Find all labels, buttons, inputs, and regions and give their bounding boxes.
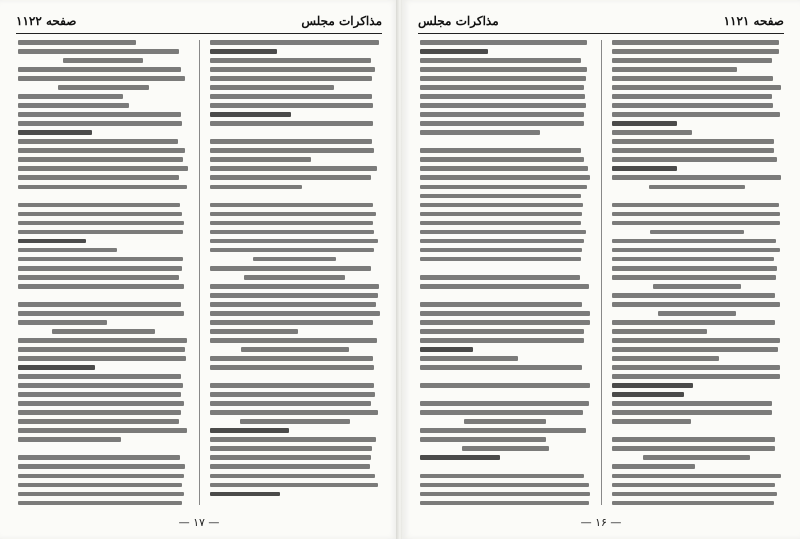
text-line [18,320,107,325]
text-line [612,67,737,72]
text-line [210,401,371,406]
text-line [210,58,372,63]
right-page-header [418,10,784,32]
text-line [649,185,745,190]
text-line [612,157,778,162]
text-line [18,148,185,153]
text-line [420,347,473,352]
text-line [18,203,180,208]
text-line [210,94,372,99]
text-line [210,302,376,307]
text-line [210,492,280,497]
text-line [420,139,591,144]
text-line [52,329,155,334]
text-line [18,410,181,415]
text-line [420,464,591,469]
text-line [612,446,775,451]
text-line [612,428,783,433]
text-line [210,49,278,54]
text-line [210,266,371,271]
text-line [18,40,136,45]
text-line [210,221,373,226]
text-line [420,185,587,190]
text-line [420,230,586,235]
right-page-col-left [420,40,591,505]
text-line [420,49,488,54]
text-line [420,212,582,217]
text-line [420,474,584,479]
text-line [18,446,189,451]
text-line [612,347,779,352]
text-line [18,401,184,406]
text-line [420,311,590,316]
text-line [210,148,375,153]
text-line [420,338,584,343]
left-page-header [16,10,382,32]
text-line [18,365,95,370]
text-line [210,483,378,488]
text-line [612,94,773,99]
text-line [18,185,187,190]
text-line [244,275,345,280]
text-line [18,374,181,379]
text-line [612,148,774,153]
text-line [420,455,500,460]
text-line [420,148,581,153]
text-line [210,284,380,289]
left-page-number-label: صفحه ۱۱۲۲ [16,14,77,28]
right-col-divider [601,40,602,505]
text-line [210,428,289,433]
text-line [210,374,381,379]
text-line [612,130,692,135]
text-line [612,293,776,298]
text-line [58,85,149,90]
text-line [653,284,741,289]
text-line [420,320,590,325]
left-page-footer: — ۱۷ — [178,516,220,529]
text-line [18,311,184,316]
text-line [612,483,775,488]
text-line [612,175,782,180]
text-line [18,67,181,72]
text-line [464,419,546,424]
text-line [210,365,374,370]
text-line [612,329,708,334]
text-line [420,356,518,361]
text-line [18,175,179,180]
text-line [210,157,311,162]
text-line [210,166,378,171]
text-line [241,347,349,352]
text-line [420,437,546,442]
text-line [18,474,184,479]
text-line [210,474,375,479]
left-header-rule [16,33,382,34]
text-line [612,221,781,226]
text-line [210,455,371,460]
text-line [420,266,591,271]
text-line [18,49,179,54]
text-line [462,446,549,451]
text-line [612,40,780,45]
text-line [420,94,585,99]
text-line [612,474,781,479]
text-line [420,410,583,415]
text-line [18,293,189,298]
text-line [612,166,677,171]
text-line [612,139,774,144]
text-line [18,239,86,244]
text-line [612,194,783,199]
text-line [18,347,185,352]
text-line [18,275,179,280]
text-line [612,58,773,63]
text-line [18,455,180,460]
right-header-rule [418,33,784,34]
text-line [210,185,302,190]
text-line [18,483,182,488]
text-line [210,40,380,45]
text-line [612,492,777,497]
text-line [612,239,776,244]
text-line [612,392,685,397]
text-line [210,121,373,126]
text-line [18,338,187,343]
text-line [210,85,334,90]
text-line [612,257,775,262]
text-line [253,257,336,262]
text-line [650,230,744,235]
text-line [420,40,587,45]
text-line [420,374,591,379]
text-line [612,112,781,117]
text-line [420,275,580,280]
text-line [18,266,182,271]
text-line [420,203,583,208]
text-line [420,401,589,406]
text-line [210,464,371,469]
text-line [18,257,183,262]
text-line [18,212,182,217]
text-line [210,203,374,208]
right-page [402,0,800,539]
text-line [210,175,371,180]
text-line [18,356,186,361]
right-page-col-right [612,40,783,505]
text-line [210,329,299,334]
text-line [420,248,582,253]
text-line [420,392,591,397]
text-line [210,230,375,235]
text-line [612,383,694,388]
text-line [612,320,775,325]
left-page-col-left [18,40,189,505]
left-col-divider [199,40,200,505]
text-line [420,194,581,199]
text-line [612,374,780,379]
text-line [658,311,736,316]
right-page-number-label: صفحه ۱۱۲۱ [723,14,784,28]
text-line [612,248,781,253]
text-line [612,76,773,81]
text-line [18,103,129,108]
text-line [210,501,381,506]
text-line [18,94,123,99]
text-line [420,302,582,307]
text-line [612,203,780,208]
text-line [420,67,587,72]
text-line [18,464,185,469]
text-line [210,410,379,415]
left-page-col-right [210,40,381,505]
text-line [612,464,695,469]
text-line [612,419,692,424]
text-line [612,121,678,126]
left-page-title: مذاکرات مجلس [301,14,382,28]
text-line [210,76,373,81]
text-line [420,157,584,162]
text-line [210,248,374,253]
text-line [612,437,776,442]
text-line [612,501,775,506]
left-page [0,0,398,539]
text-line [420,483,589,488]
text-line [210,212,376,217]
text-line [612,338,780,343]
text-line [612,401,773,406]
right-page-title: مذاکرات مجلس [418,14,499,28]
text-line [18,76,185,81]
text-line [18,383,183,388]
text-line [612,275,776,280]
text-line [210,103,373,108]
text-line [18,437,121,442]
text-line [420,257,581,262]
text-line [420,130,540,135]
text-line [612,212,780,217]
text-line [420,501,589,506]
text-line [18,392,181,397]
text-line [420,428,586,433]
text-line [210,311,380,316]
text-line [18,139,178,144]
text-line [210,194,381,199]
text-line [210,383,374,388]
text-line [420,383,590,388]
left-page-columns [18,40,380,505]
text-line [18,419,179,424]
text-line [210,392,376,397]
text-line [210,139,372,144]
text-line [612,302,781,307]
text-line [210,130,381,135]
text-line [612,365,781,370]
text-line [420,58,581,63]
text-line [420,293,591,298]
text-line [420,85,584,90]
text-line [420,76,586,81]
text-line [420,492,590,497]
text-line [420,329,584,334]
text-line [420,284,589,289]
text-line [210,320,373,325]
text-line [18,112,181,117]
text-line [210,67,375,72]
text-line [420,121,584,126]
text-line [18,166,188,171]
text-line [18,121,182,126]
text-line [420,221,581,226]
text-line [210,239,378,244]
text-line [612,103,774,108]
text-line [612,356,719,361]
text-line [18,221,184,226]
text-line [420,239,584,244]
text-line [18,230,183,235]
text-line [612,49,780,54]
text-line [210,437,377,442]
text-line [18,157,183,162]
text-line [420,166,588,171]
text-line [210,356,373,361]
text-line [18,428,187,433]
text-line [18,302,181,307]
text-line [18,501,182,506]
text-line [420,365,582,370]
text-line [18,248,117,253]
text-line [210,112,292,117]
text-line [210,446,372,451]
text-line [18,130,92,135]
text-line [612,85,781,90]
text-line [63,58,143,63]
right-page-footer: — ۱۶ — [580,516,622,529]
right-page-columns [420,40,782,505]
text-line [210,293,379,298]
text-line [240,419,350,424]
text-line [18,284,184,289]
text-line [420,175,590,180]
text-line [612,266,777,271]
text-line [612,410,772,415]
text-line [420,112,584,117]
text-line [643,455,750,460]
text-line [18,492,184,497]
text-line [18,194,189,199]
text-line [420,103,586,108]
text-line [210,338,377,343]
